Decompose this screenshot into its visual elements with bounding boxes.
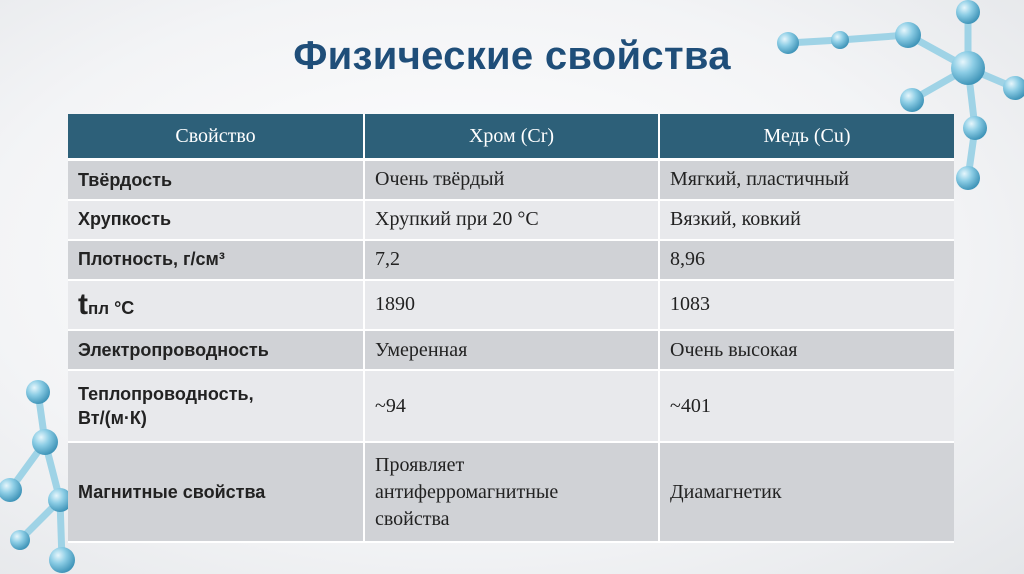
cr-magnetic-line1: Проявляет	[375, 453, 465, 476]
cell-cu-magnetic: Диамагнетик	[659, 442, 954, 542]
cr-magnetic-line3: свойства	[375, 507, 450, 530]
cell-cr-conductivity: Умеренная	[364, 330, 659, 370]
header-copper: Медь (Cu)	[659, 114, 954, 160]
row-name-hardness: Твёрдость	[68, 160, 364, 200]
table-row	[68, 160, 954, 200]
cell-cr-density: 7,2	[364, 240, 659, 280]
row-name-melting-point	[68, 280, 364, 331]
table-header-row	[68, 114, 954, 160]
melting-subscript: пл	[88, 298, 110, 318]
cell-cr-brittleness: Хрупкий при 20 °С	[364, 200, 659, 240]
table-row	[68, 442, 954, 542]
row-name-conductivity: Электропроводность	[68, 330, 364, 370]
row-name-density: Плотность, г/см³	[68, 240, 364, 280]
row-name-magnetic: Магнитные свойства	[68, 442, 364, 542]
cell-cr-magnetic	[364, 442, 659, 542]
table-row	[68, 370, 954, 442]
table-row	[68, 200, 954, 240]
row-name-thermal-conductivity	[68, 370, 364, 442]
table-row	[68, 240, 954, 280]
header-property: Свойство	[68, 114, 364, 160]
row-name-brittleness: Хрупкость	[68, 200, 364, 240]
page-title: Физические свойства	[293, 34, 731, 78]
cell-cr-hardness: Очень твёрдый	[364, 160, 659, 200]
cell-cu-hardness: Мягкий, пластичный	[659, 160, 954, 200]
cr-magnetic-line2: антиферромагнитные	[375, 480, 559, 503]
header-chromium: Хром (Cr)	[364, 114, 659, 160]
melting-t-symbol: t	[78, 287, 88, 321]
thermal-label-line2: Вт/(м·К)	[78, 408, 147, 428]
cell-cu-melting-point: 1083	[659, 280, 954, 331]
cell-cr-thermal: ~94	[364, 370, 659, 442]
cell-cu-thermal: ~401	[659, 370, 954, 442]
properties-table	[68, 114, 954, 543]
thermal-label-line1: Теплопроводность,	[78, 383, 254, 404]
cell-cu-brittleness: Вязкий, ковкий	[659, 200, 954, 240]
cell-cr-melting-point: 1890	[364, 280, 659, 331]
cell-cu-density: 8,96	[659, 240, 954, 280]
table-row	[68, 330, 954, 370]
table-row	[68, 280, 954, 331]
melting-unit: °С	[109, 297, 135, 318]
cell-cu-conductivity: Очень высокая	[659, 330, 954, 370]
